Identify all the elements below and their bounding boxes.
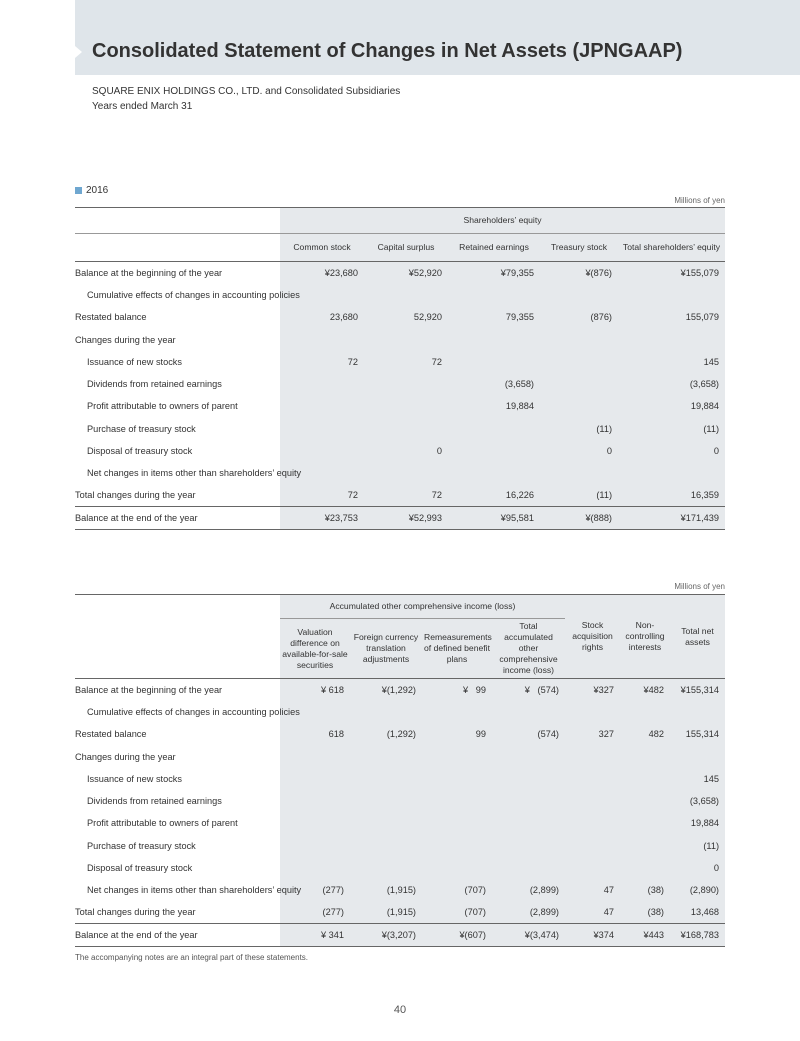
value-cell xyxy=(422,768,492,790)
company-name: SQUARE ENIX HOLDINGS CO., LTD. and Consolidated Subsidiaries xyxy=(92,86,401,97)
value-cell: 47 xyxy=(565,901,620,923)
blank-header xyxy=(75,619,280,679)
table-row xyxy=(75,723,725,745)
table-row xyxy=(75,306,725,328)
col-header: Total net assets xyxy=(670,595,725,679)
value-cell: ¥327 xyxy=(565,679,620,701)
value-cell xyxy=(492,857,565,879)
row-label: Cumulative effects of changes in accounting policies xyxy=(87,289,300,300)
value-cell: 16,359 xyxy=(618,484,725,506)
blank-header xyxy=(75,208,280,234)
value-cell: ¥ 99 xyxy=(422,679,492,701)
col-header: Stock acquisition rights xyxy=(565,595,620,679)
value-cell xyxy=(492,812,565,834)
value-cell xyxy=(540,284,618,306)
value-cell: 618 xyxy=(280,723,350,745)
row-label: Net changes in items other than shareholders’ equity xyxy=(87,468,302,479)
value-cell: 72 xyxy=(364,351,448,373)
value-cell xyxy=(364,284,448,306)
value-cell: ¥168,783 xyxy=(670,924,725,946)
value-cell: ¥23,680 xyxy=(280,262,364,284)
value-cell: 155,079 xyxy=(618,306,725,328)
row-label: Purchase of treasury stock xyxy=(87,423,196,434)
value-cell: 19,884 xyxy=(448,395,540,417)
value-cell xyxy=(492,768,565,790)
value-cell xyxy=(422,745,492,767)
value-cell: (11) xyxy=(540,418,618,440)
value-cell: ¥52,920 xyxy=(364,262,448,284)
value-cell: ¥(888) xyxy=(540,507,618,529)
value-cell: ¥155,314 xyxy=(670,679,725,701)
shareholders-equity-table xyxy=(75,207,725,530)
value-cell xyxy=(350,745,422,767)
value-cell xyxy=(280,790,350,812)
value-cell: 19,884 xyxy=(670,812,725,834)
row-label: Balance at the end of the year xyxy=(75,924,280,946)
value-cell xyxy=(540,373,618,395)
row-label: Total changes during the year xyxy=(75,490,196,501)
value-cell: (11) xyxy=(670,835,725,857)
value-cell xyxy=(448,284,540,306)
value-cell: ¥171,439 xyxy=(618,507,725,529)
value-cell xyxy=(350,835,422,857)
value-cell: (1,915) xyxy=(350,879,422,901)
value-cell xyxy=(565,745,620,767)
value-cell xyxy=(565,790,620,812)
row-label: Purchase of treasury stock xyxy=(87,840,196,851)
value-cell xyxy=(350,790,422,812)
value-cell: (38) xyxy=(620,901,670,923)
col-header: Foreign currency translation adjustments xyxy=(350,619,422,679)
row-label: Restated balance xyxy=(75,312,147,323)
value-cell: (876) xyxy=(540,306,618,328)
value-cell: ¥ 341 xyxy=(280,924,350,946)
value-cell: ¥(607) xyxy=(422,924,492,946)
value-cell xyxy=(422,835,492,857)
row-label: Issuance of new stocks xyxy=(87,356,182,367)
table-row xyxy=(75,745,725,767)
table-row xyxy=(75,351,725,373)
col-header: Total accumulated other comprehensive income (loss) xyxy=(492,619,565,679)
value-cell xyxy=(565,835,620,857)
value-cell: (2,890) xyxy=(670,879,725,901)
value-cell: 16,226 xyxy=(448,484,540,506)
value-cell: (11) xyxy=(618,418,725,440)
subtitle xyxy=(92,84,400,114)
value-cell xyxy=(492,745,565,767)
accumulated-oci-table xyxy=(75,594,725,947)
value-cell xyxy=(280,812,350,834)
col-header: Remeasurements of defined benefit plans xyxy=(422,619,492,679)
value-cell: (707) xyxy=(422,901,492,923)
value-cell: ¥443 xyxy=(620,924,670,946)
page-title: Consolidated Statement of Changes in Net Assets (JPNGAAP) xyxy=(92,40,683,62)
value-cell xyxy=(350,812,422,834)
value-cell: 0 xyxy=(618,440,725,462)
group-header: Shareholders’ equity xyxy=(280,208,725,234)
value-cell: 13,468 xyxy=(670,901,725,923)
value-cell xyxy=(492,701,565,723)
value-cell xyxy=(280,440,364,462)
value-cell xyxy=(422,790,492,812)
value-cell: (3,658) xyxy=(448,373,540,395)
value-cell xyxy=(280,857,350,879)
col-header: Retained earnings xyxy=(448,234,540,262)
row-label: Restated balance xyxy=(75,729,147,740)
col-header: Common stock xyxy=(280,234,364,262)
unit-label-1: Millions of yen xyxy=(674,196,725,205)
value-cell xyxy=(448,328,540,350)
col-header: Capital surplus xyxy=(364,234,448,262)
value-cell: 72 xyxy=(280,351,364,373)
blank-header xyxy=(75,234,280,262)
row-label: Dividends from retained earnings xyxy=(87,379,222,390)
value-cell xyxy=(540,462,618,484)
row-label: Balance at the beginning of the year xyxy=(75,684,223,695)
value-cell xyxy=(618,284,725,306)
row-label: Disposal of treasury stock xyxy=(87,863,193,874)
row-label: Issuance of new stocks xyxy=(87,773,182,784)
value-cell: 0 xyxy=(540,440,618,462)
value-cell: 145 xyxy=(618,351,725,373)
table-row xyxy=(75,679,725,701)
table-row xyxy=(75,857,725,879)
value-cell: ¥ (574) xyxy=(492,679,565,701)
value-cell xyxy=(364,373,448,395)
table-row xyxy=(75,328,725,350)
value-cell xyxy=(492,835,565,857)
value-cell xyxy=(540,328,618,350)
table-row xyxy=(75,924,725,946)
square-bullet-icon xyxy=(75,187,82,194)
value-cell: 19,884 xyxy=(618,395,725,417)
table-row xyxy=(75,768,725,790)
value-cell: (3,658) xyxy=(670,790,725,812)
value-cell xyxy=(618,328,725,350)
row-label: Profit attributable to owners of parent xyxy=(87,818,238,829)
value-cell xyxy=(670,701,725,723)
value-cell xyxy=(620,768,670,790)
value-cell xyxy=(422,701,492,723)
table-row xyxy=(75,484,725,506)
value-cell: ¥(876) xyxy=(540,262,618,284)
row-label: Balance at the end of the year xyxy=(75,507,280,529)
value-cell: ¥155,079 xyxy=(618,262,725,284)
value-cell xyxy=(350,768,422,790)
value-cell: (1,292) xyxy=(350,723,422,745)
value-cell: ¥(3,474) xyxy=(492,924,565,946)
value-cell: 155,314 xyxy=(670,723,725,745)
col-header: Total shareholders’ equity xyxy=(618,234,725,262)
value-cell xyxy=(280,328,364,350)
value-cell: (38) xyxy=(620,879,670,901)
value-cell xyxy=(565,768,620,790)
value-cell: (277) xyxy=(280,879,350,901)
value-cell: 79,355 xyxy=(448,306,540,328)
value-cell xyxy=(280,768,350,790)
value-cell: ¥52,993 xyxy=(364,507,448,529)
value-cell xyxy=(364,328,448,350)
row-label: Profit attributable to owners of parent xyxy=(87,401,238,412)
value-cell: ¥482 xyxy=(620,679,670,701)
value-cell xyxy=(620,745,670,767)
table-row xyxy=(75,790,725,812)
row-label: Dividends from retained earnings xyxy=(87,796,222,807)
table-row xyxy=(75,395,725,417)
value-cell xyxy=(448,440,540,462)
value-cell: (2,899) xyxy=(492,879,565,901)
value-cell xyxy=(540,351,618,373)
value-cell xyxy=(280,395,364,417)
value-cell: 99 xyxy=(422,723,492,745)
value-cell xyxy=(620,835,670,857)
table-row xyxy=(75,812,725,834)
value-cell xyxy=(448,351,540,373)
row-label: Cumulative effects of changes in accounting policies xyxy=(87,706,300,717)
table-row xyxy=(75,701,725,723)
col-header: Non-controlling interests xyxy=(620,595,670,679)
header-band xyxy=(75,0,800,75)
value-cell xyxy=(448,462,540,484)
value-cell xyxy=(280,745,350,767)
page-number: 40 xyxy=(393,1004,407,1016)
value-cell: ¥79,355 xyxy=(448,262,540,284)
row-label: Changes during the year xyxy=(75,334,176,345)
table-row xyxy=(75,284,725,306)
value-cell xyxy=(422,812,492,834)
table-row xyxy=(75,507,725,529)
value-cell xyxy=(364,395,448,417)
value-cell xyxy=(364,418,448,440)
col-header: Treasury stock xyxy=(540,234,618,262)
value-cell: 145 xyxy=(670,768,725,790)
value-cell: ¥95,581 xyxy=(448,507,540,529)
table-row xyxy=(75,418,725,440)
value-cell xyxy=(280,418,364,440)
value-cell xyxy=(492,790,565,812)
col-header: Valuation difference on available-for-sale securities xyxy=(280,619,350,679)
header-arrow-icon xyxy=(75,46,82,58)
row-label: Disposal of treasury stock xyxy=(87,446,193,457)
value-cell xyxy=(280,373,364,395)
value-cell: ¥(1,292) xyxy=(350,679,422,701)
table-row xyxy=(75,440,725,462)
value-cell xyxy=(448,418,540,440)
value-cell: ¥23,753 xyxy=(280,507,364,529)
value-cell: (11) xyxy=(540,484,618,506)
value-cell xyxy=(565,857,620,879)
group-header: Accumulated other comprehensive income (loss) xyxy=(280,595,565,619)
value-cell: 0 xyxy=(670,857,725,879)
value-cell xyxy=(350,701,422,723)
value-cell: 72 xyxy=(280,484,364,506)
value-cell: ¥ 618 xyxy=(280,679,350,701)
value-cell xyxy=(280,835,350,857)
value-cell xyxy=(540,395,618,417)
row-label: Balance at the beginning of the year xyxy=(75,267,223,278)
section-label xyxy=(75,185,108,196)
value-cell xyxy=(565,812,620,834)
value-cell: 47 xyxy=(565,879,620,901)
value-cell: 482 xyxy=(620,723,670,745)
table-row xyxy=(75,462,725,484)
value-cell xyxy=(364,462,448,484)
value-cell: ¥374 xyxy=(565,924,620,946)
value-cell: 52,920 xyxy=(364,306,448,328)
value-cell: (277) xyxy=(280,901,350,923)
value-cell: (3,658) xyxy=(618,373,725,395)
table-row xyxy=(75,373,725,395)
value-cell xyxy=(565,701,620,723)
table-row xyxy=(75,879,725,901)
value-cell xyxy=(620,812,670,834)
value-cell xyxy=(620,701,670,723)
table-row xyxy=(75,262,725,284)
value-cell: (1,915) xyxy=(350,901,422,923)
row-label: Changes during the year xyxy=(75,751,176,762)
unit-label-2: Millions of yen xyxy=(674,582,725,591)
value-cell xyxy=(618,462,725,484)
period: Years ended March 31 xyxy=(92,101,193,112)
value-cell xyxy=(670,745,725,767)
value-cell xyxy=(350,857,422,879)
value-cell: (707) xyxy=(422,879,492,901)
row-label: Net changes in items other than shareholders’ equity xyxy=(87,885,302,896)
value-cell: (2,899) xyxy=(492,901,565,923)
value-cell xyxy=(422,857,492,879)
value-cell xyxy=(620,790,670,812)
value-cell: 23,680 xyxy=(280,306,364,328)
value-cell: (574) xyxy=(492,723,565,745)
value-cell: ¥(3,207) xyxy=(350,924,422,946)
row-label: Total changes during the year xyxy=(75,907,196,918)
value-cell: 0 xyxy=(364,440,448,462)
blank-header xyxy=(75,595,280,619)
footnote: The accompanying notes are an integral part of these statements. xyxy=(75,953,309,962)
value-cell: 327 xyxy=(565,723,620,745)
value-cell: 72 xyxy=(364,484,448,506)
section-year: 2016 xyxy=(86,185,109,196)
value-cell xyxy=(620,857,670,879)
table-row xyxy=(75,901,725,923)
table-row xyxy=(75,835,725,857)
